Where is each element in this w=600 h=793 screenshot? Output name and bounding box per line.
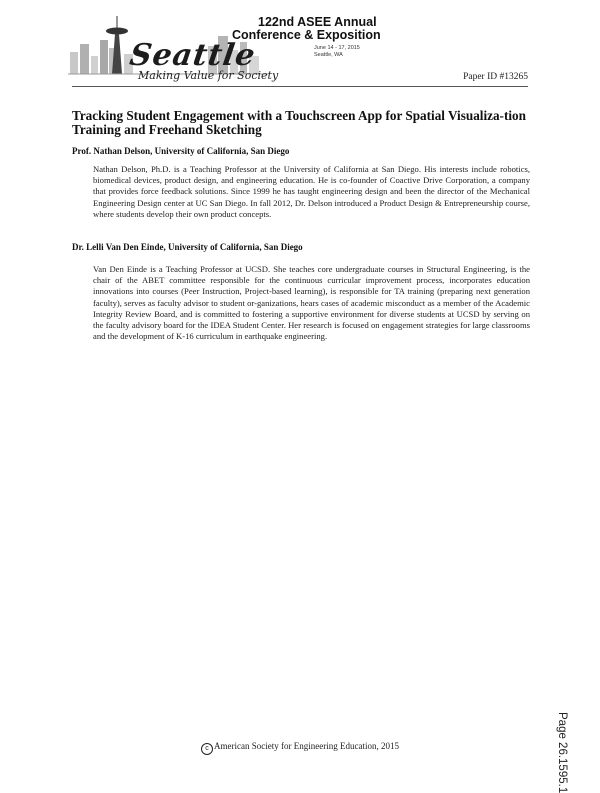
logo-tagline: Making Value for Society bbox=[138, 69, 279, 82]
footer-copyright bbox=[0, 741, 600, 755]
conference-name: Conference & Exposition bbox=[232, 28, 381, 42]
page-stamp: Page 26.1595.1 bbox=[556, 712, 568, 793]
conference-location: Seattle, WA bbox=[314, 52, 343, 58]
logo-city-text: Seattle bbox=[127, 38, 258, 73]
paper-id: Paper ID #13265 bbox=[463, 72, 528, 82]
paper-title: Tracking Student Engagement with a Touchscreen App for Spatial Visualiza-tion Training and Freehand Sketching bbox=[72, 108, 526, 137]
conference-info bbox=[232, 16, 381, 59]
author-heading-2: Dr. Lelli Van Den Einde, University of California, San Diego bbox=[72, 242, 303, 252]
footer-text: American Society for Engineering Education, 2015 bbox=[214, 741, 399, 751]
copyright-icon: c bbox=[201, 743, 213, 755]
author-bio-2: Van Den Einde is a Teaching Professor at UCSD. She teaches core undergraduate courses in Structural Engineering, is the chair of the ABET committee responsible for the continuous curricular improvement process, incorporates education innovations into courses (Peer Instruction, Project-based learning), is responsible for TA training (preparing next generation faculty), serves as faculty advisor to student or-ganizations, hears cases of academic misconduct as a member of the Academic Integrity Review Board, and is committed to fostering a supportive environment for diverse students at UCSD by serving on the faculty advisory board for the IDEA Student Center. Her research is focused on engagement strategies for large classrooms and the development of K-16 curriculum in earthquake engineering. bbox=[93, 264, 530, 342]
conference-edition: 122nd ASEE Annual bbox=[258, 15, 377, 29]
header-divider bbox=[72, 86, 528, 87]
author-bio-1: Nathan Delson, Ph.D. is a Teaching Professor at the University of California at San Diego. His interests include robotics, biomedical devices, product design, and engineering education. He is co-founder of Coactive Drive Corporation, a company that provides force feedback solutions. Since 1999 he has taught engineering design and been the director of the Mechanical Engineering Design center at UC San Diego. In fall 2012, Dr. Delson introduced a Product Design & Entrepreneurship course, where students develop their own product concepts. bbox=[93, 164, 530, 219]
conference-dates: June 14 - 17, 2015 bbox=[314, 45, 360, 51]
author-heading-1: Prof. Nathan Delson, University of California, San Diego bbox=[72, 146, 290, 156]
